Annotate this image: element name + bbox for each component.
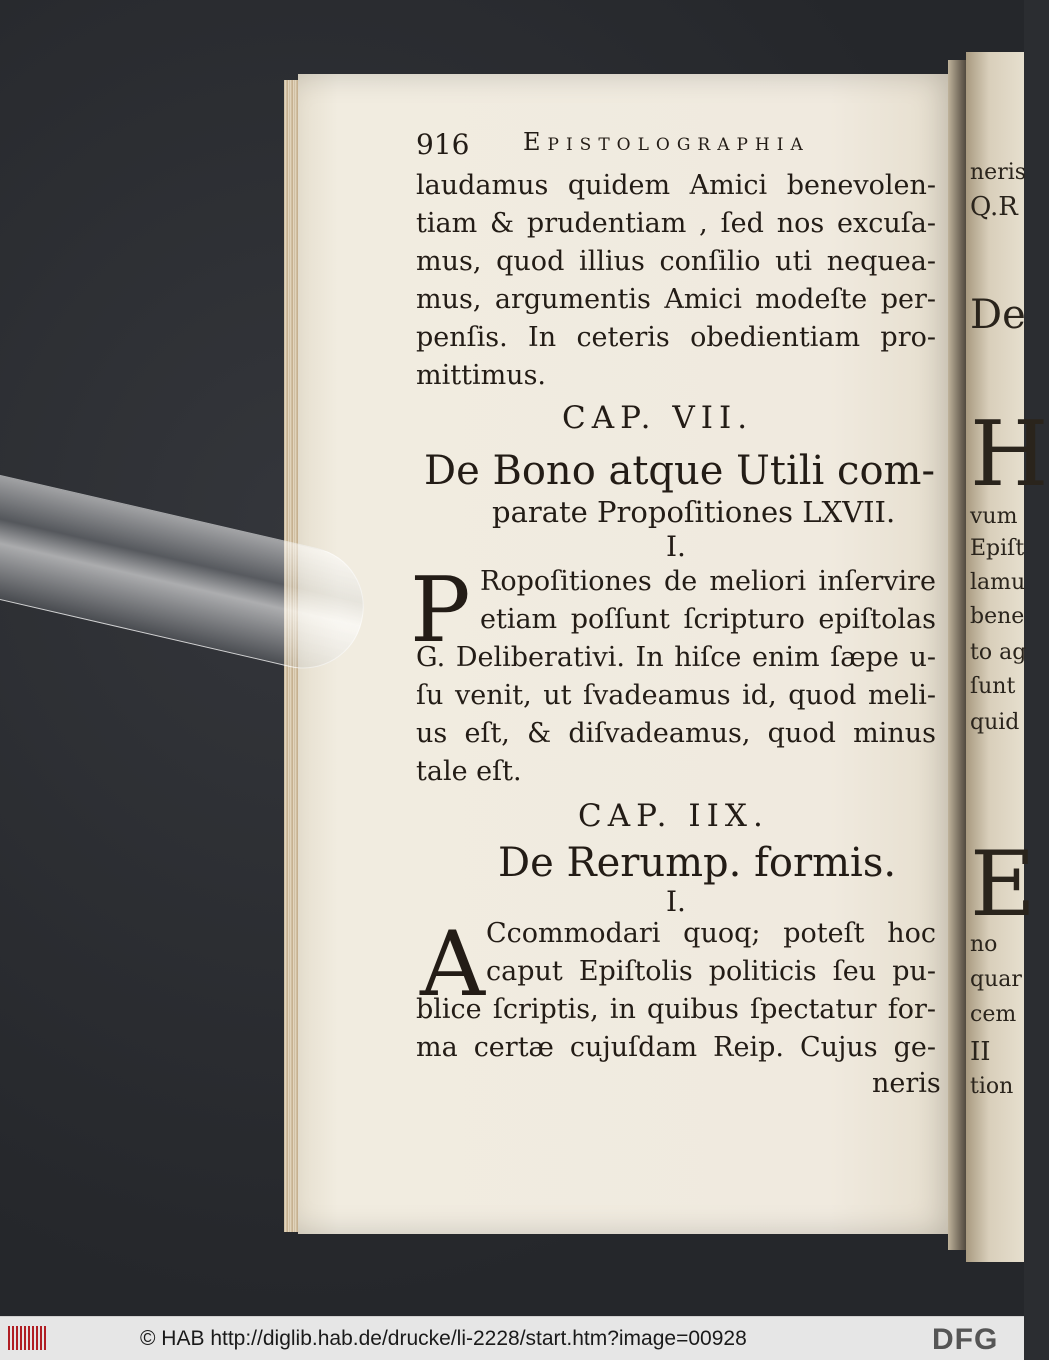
text-line: ma certæ cujuſdam Reip. Cujus ge- xyxy=(416,1032,936,1063)
right-fragment-text: bene xyxy=(970,604,1025,629)
right-fragment-text: De xyxy=(970,292,1026,338)
right-fragment-text: quar xyxy=(970,967,1022,992)
right-fragment-text: ſunt xyxy=(970,674,1016,699)
right-page-fragment xyxy=(966,52,1049,1262)
right-fragment-text: E xyxy=(970,832,1036,937)
drop-capital: A xyxy=(420,912,485,1017)
text-line: blice ſcriptis, in quibus ſpectatur for- xyxy=(416,994,936,1025)
section-number: I. xyxy=(666,530,686,563)
running-head: Epistolographia xyxy=(523,128,810,156)
text-line: tale eſt. xyxy=(416,756,522,787)
right-fragment-text: Q.R xyxy=(970,192,1018,222)
right-fragment-text: cem xyxy=(970,1002,1017,1027)
text-line: laudamus quidem Amici benevolen- xyxy=(416,170,936,201)
right-fragment-text: quid xyxy=(970,710,1020,735)
drop-capital: P xyxy=(410,558,471,663)
footer-copyright-link[interactable]: © HAB http://diglib.hab.de/drucke/li-2228/start.htm?image=00928 xyxy=(140,1327,747,1350)
text-line: tiam & prudentiam , ſed nos excuſa- xyxy=(416,208,936,239)
chapter-heading: CAP. IIX. xyxy=(578,798,769,834)
section-number: I. xyxy=(666,885,686,918)
right-fragment-text: tion xyxy=(970,1074,1014,1099)
dfg-logo: DFG xyxy=(932,1323,999,1356)
chapter-heading: CAP. VII. xyxy=(562,400,754,436)
text-line: Ccommodari quoq; poteſt hoc xyxy=(486,918,936,949)
hab-logo-icon xyxy=(8,1326,46,1350)
text-line: mus, argumentis Amici modeſte per- xyxy=(416,284,936,315)
right-fragment-text: Epiſt xyxy=(970,536,1025,561)
right-fragment-text: no xyxy=(970,932,998,957)
text-line: mus, quod illius conſilio uti nequea- xyxy=(416,246,936,277)
text-line: ſu venit, ut ſvadeamus id, quod meli- xyxy=(416,680,936,711)
text-line: caput Epiſtolis politicis ſeu pu- xyxy=(486,956,936,987)
right-fragment-text: vum xyxy=(970,504,1018,529)
text-line: G. Deliberativi. In hiſce enim ſæpe u- xyxy=(416,642,936,673)
page-number: 916 xyxy=(416,128,470,161)
chapter-title: De Bono atque Utili com- xyxy=(424,448,935,494)
right-fragment-text: lamu xyxy=(970,570,1026,595)
text-line: penſis. In ceteris obedientiam pro- xyxy=(416,322,936,353)
chapter-title: De Rerump. formis. xyxy=(498,840,897,886)
footer-bar xyxy=(0,1316,1024,1360)
right-fragment-text: II xyxy=(970,1037,991,1067)
right-fragment-text: H xyxy=(970,402,1049,507)
text-line: etiam poſſunt ſcripturo epiſtolas xyxy=(480,604,936,635)
text-line: mittimus. xyxy=(416,360,547,391)
chapter-subtitle: parate Propoſitiones LXVII. xyxy=(492,495,896,529)
text-line: us eſt, & diſvadeamus, quod minus xyxy=(416,718,936,749)
text-line: Ropoſitiones de meliori inſervire xyxy=(480,566,936,597)
catchword: neris xyxy=(872,1068,941,1099)
right-fragment-text: neris xyxy=(970,160,1027,185)
right-fragment-text: to ag xyxy=(970,640,1027,665)
